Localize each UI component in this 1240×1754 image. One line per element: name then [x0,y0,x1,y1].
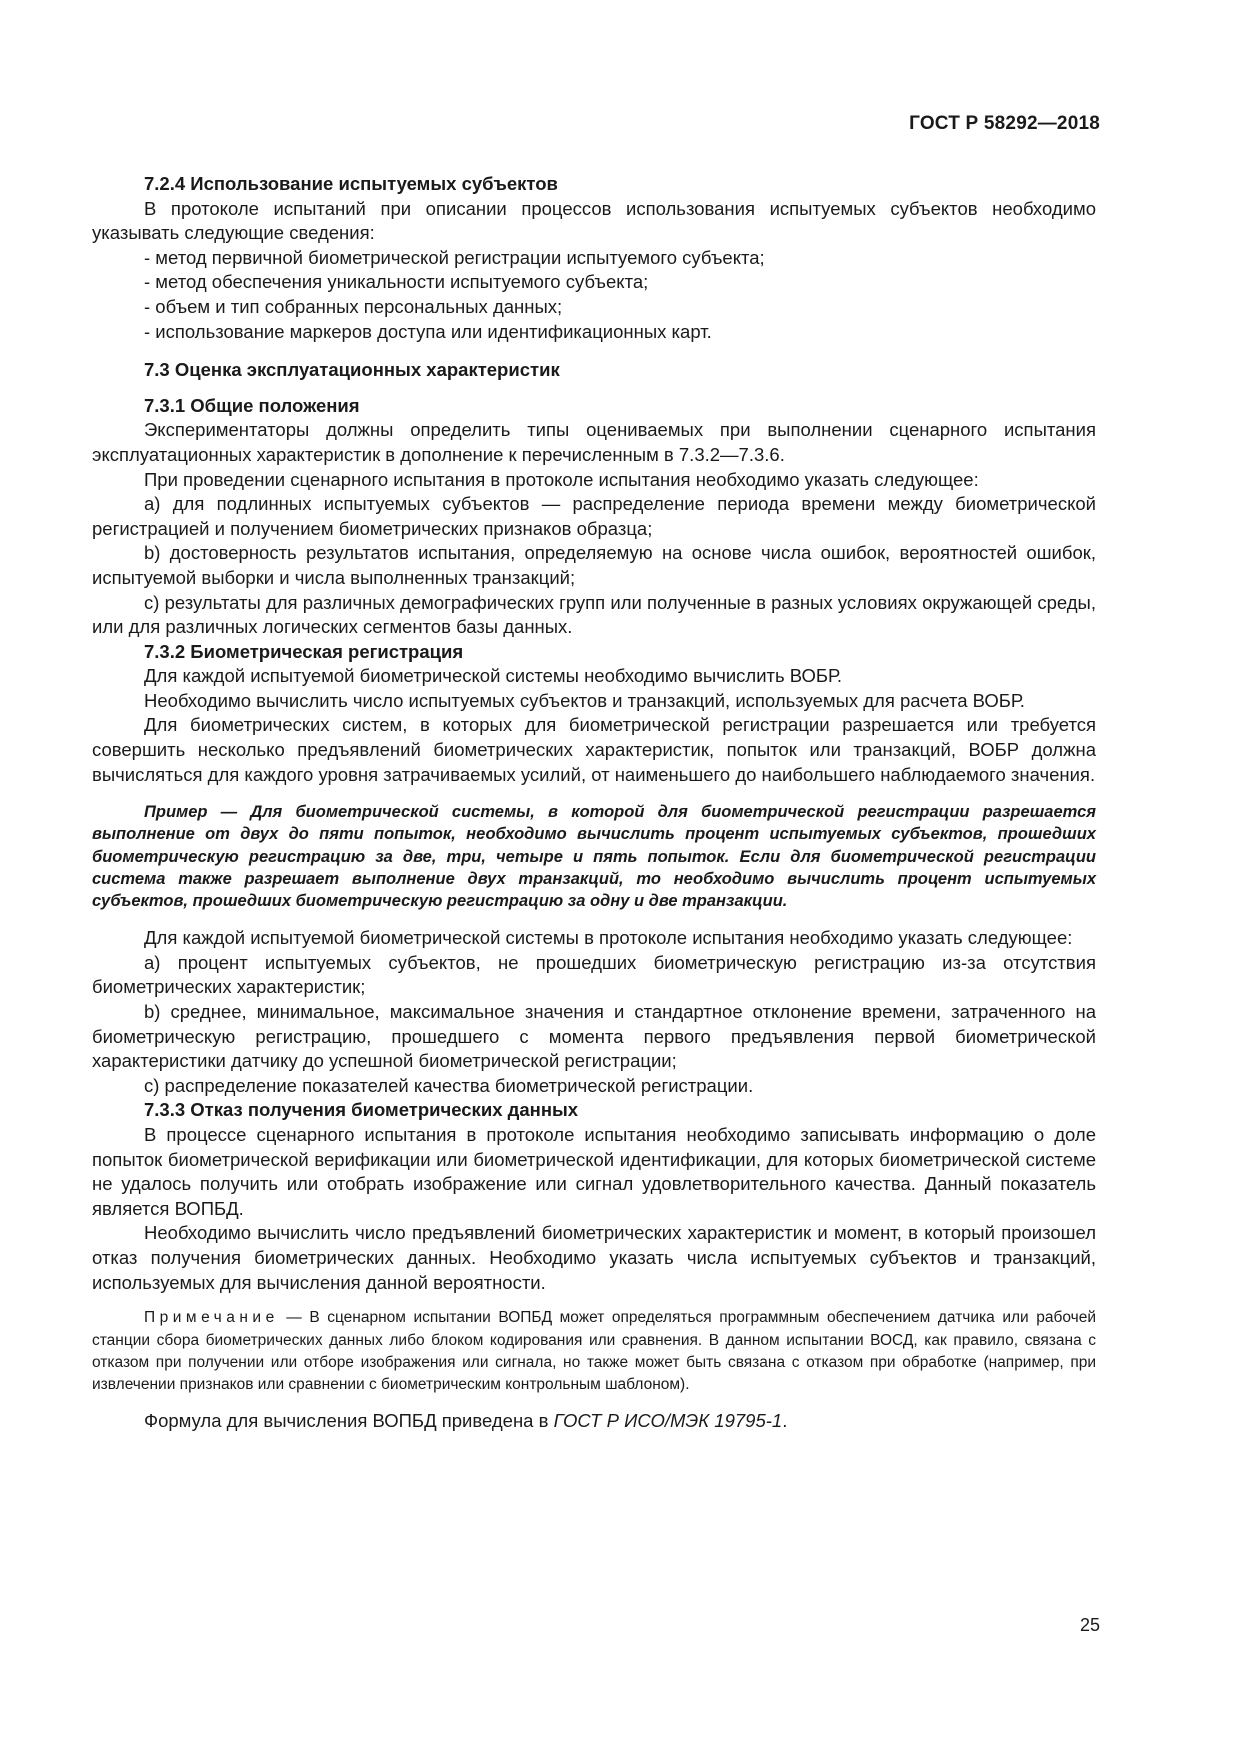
list-item: - метод первичной биометрической регистрации испытуемого субъекта; [144,246,765,268]
paragraph: При проведении сценарного испытания в протоколе испытания необходимо указать следующее: [144,468,979,490]
formula-suffix: . [782,1409,788,1431]
section-heading-7-3-1: 7.3.1 Общие положения [144,394,360,416]
formula-reference-paragraph [92,1409,1096,1434]
page-content [92,172,1096,1433]
standard-reference: ГОСТ Р ИСО/МЭК 19795-1 [553,1409,783,1431]
section-heading-7-3-2: 7.3.2 Биометрическая регистрация [144,640,464,662]
list-item: - метод обеспечения уникальности испытуемого субъекта; [144,271,649,293]
list-item: а) процент испытуемых субъектов, не прошедших биометрическую регистрацию из-за отсутствия биометрических характеристик; [92,951,1096,998]
note-text: — В сценарном испытании ВОПБД может определяться программным обеспечением датчика или рабочей станции сбора биометрических данных либо блоком кодирования или сравнения. В данном испытании ВОСД, как правило, связана с отказом при получении или отборе изображения или сигнала, но также может быть связана с отказом при обработке (например, при извлечении признаков или сравнении с биометрическим контрольным шаблоном). [92,1309,1096,1394]
paragraph: В процессе сценарного испытания в протоколе испытания необходимо записывать информацию о доле попыток биометрической верификации или биометрической идентификации, для которых биометрической системе не удалось получить или отобрать изображение или сигнал удовлетворительного качества. Данный показатель является ВОПБД. [92,1124,1096,1219]
list-item: b) среднее, минимальное, максимальное значения и стандартное отклонение времени, затраченного на биометрическую регистрацию, прошедшего с момента первого предъявления первой биометрической характеристики датчику до успешной биометрической регистрации; [92,1001,1096,1072]
list-item: а) для подлинных испытуемых субъектов — распределение периода времени между биометрической регистрацией и получением биометрических признаков образца; [92,493,1096,539]
list-item: - использование маркеров доступа или идентификационных карт. [144,320,712,342]
note-label: Примечание [144,1309,279,1327]
document-code: ГОСТ Р 58292—2018 [909,113,1100,134]
paragraph: В протоколе испытаний при описании процессов использования испытуемых субъектов необходимо указывать следующие сведения: [92,197,1096,244]
note-block [92,1307,1096,1397]
enumerated-list [92,951,1096,1099]
formula-prefix: Формула для вычисления ВОПБД приведена в [144,1409,554,1431]
list-item: b) достоверность результатов испытания, определяемую на основе числа ошибок, вероятностей ошибок, испытуемой выборки и числа выполненных транзакций; [92,542,1096,588]
paragraph: Для каждой испытуемой биометрической системы необходимо вычислить ВОБР. [144,665,843,687]
list-item: с) распределение показателей качества биометрической регистрации. [144,1074,754,1096]
paragraph: Для биометрических систем, в которых для биометрической регистрации разрешается или требуется совершить несколько предъявлений биометрических характеристик, попыток или транзакций, ВОБР должна вычисляться для каждого уровня затрачиваемых усилий, от наименьшего до наибольшего наблюдаемого значения. [92,714,1096,785]
list-item: с) результаты для различных демографических групп или полученные в разных условиях окружающей среды, или для различных логических сегментов базы данных. [92,591,1096,638]
paragraph: Необходимо вычислить число предъявлений биометрических характеристик и момент, в который произошел отказ получения биометрических данных. Необходимо указать числа испытуемых субъектов и транзакций, используемых для вычисления данной вероятности. [92,1222,1096,1293]
example-block: Пример — Для биометрической системы, в которой для биометрической регистрации разрешается выполнение от двух до пяти попыток, необходимо вычислить процент испытуемых субъектов, прошедших биометрическую регистрацию за две, три, четыре и пять попыток. Если для биометрической регистрации система также разрешает выполнение двух транзакций, то необходимо вычислить процент испытуемых субъектов, прошедших биометрическую регистрацию за одну и две транзакции. [92,803,1096,911]
page-number: 25 [1079,1615,1100,1635]
section-heading-7-3-3: 7.3.3 Отказ получения биометрических данных [144,1099,579,1121]
paragraph: Для каждой испытуемой биометрической системы в протоколе испытания необходимо указать следующее: [144,927,1073,949]
enumerated-list [92,492,1096,640]
list-item: - объем и тип собранных персональных данных; [144,295,563,317]
paragraph: Необходимо вычислить число испытуемых субъектов и транзакций, используемых для расчета ВОБР. [144,689,1025,711]
section-heading-7-2-4: 7.2.4 Использование испытуемых субъектов [144,173,558,194]
paragraph: Экспериментаторы должны определить типы оцениваемых при выполнении сценарного испытания эксплуатационных характеристик в дополнение к перечисленным в 7.3.2—7.3.6. [92,419,1096,465]
section-heading-7-3: 7.3 Оценка эксплуатационных характеристик [144,359,560,381]
bullet-list [92,246,1096,344]
